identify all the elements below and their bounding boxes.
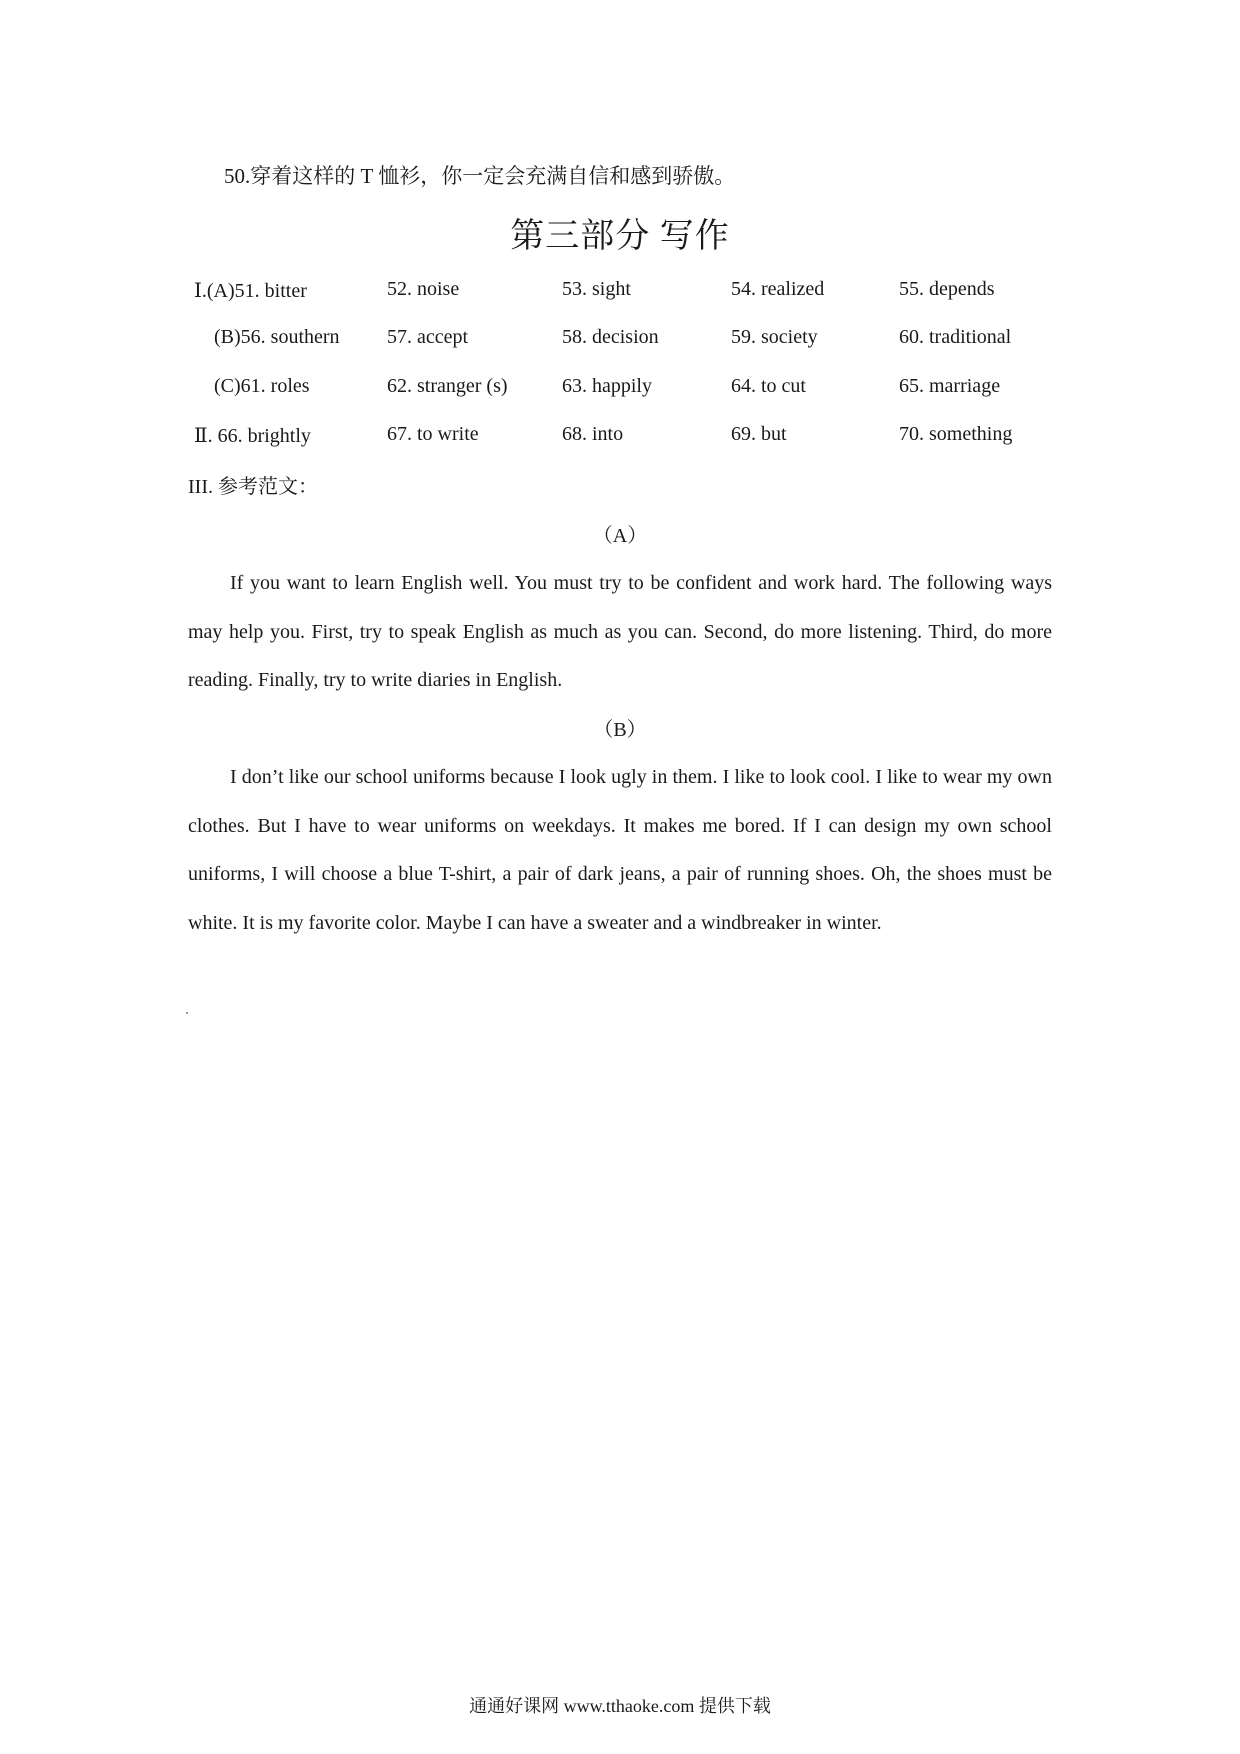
answer-51: Ⅰ.(A)51. bitter <box>194 280 307 302</box>
answer-row-a <box>0 278 1240 308</box>
question-50-text: 50.穿着这样的 T 恤衫，你一定会充满自信和感到骄傲。 <box>224 164 736 188</box>
section-title: 第三部分 写作 <box>510 218 730 255</box>
answer-59: 59. society <box>731 326 818 348</box>
answer-54: 54. realized <box>731 278 825 300</box>
answer-66: Ⅱ. 66. brightly <box>194 425 311 447</box>
answer-60: 60. traditional <box>899 326 1012 348</box>
answer-55: 55. depends <box>899 278 995 300</box>
essay-b-text: I don’t like our school uniforms because I look ugly in them. I like to look cool. I like to wear my own clothes. But I have to wear uniforms on weekdays. It makes me bored. If I can design my own school uniforms, I will choose a blue T-shirt, a pair of dark jeans, a pair of running shoes. Oh, the shoes must be white. It is my favorite color. Maybe I can have a sweater and a windbreaker in winter. <box>188 766 1052 934</box>
answer-52: 52. noise <box>387 278 460 300</box>
answer-68: 68. into <box>562 423 624 445</box>
answer-63: 63. happily <box>562 375 652 397</box>
essay-a-heading: （A） <box>592 525 648 547</box>
answer-row-c <box>0 375 1240 405</box>
answer-64: 64. to cut <box>731 375 806 397</box>
answer-65: 65. marriage <box>899 375 1001 397</box>
answer-67: 67. to write <box>387 423 479 445</box>
answer-56: (B)56. southern <box>214 326 340 348</box>
answer-57: 57. accept <box>387 326 469 348</box>
essay-b-heading: （B） <box>593 719 647 741</box>
answer-61: (C)61. roles <box>214 375 310 397</box>
answer-53: 53. sight <box>562 278 631 300</box>
answer-62: 62. stranger (s) <box>387 375 508 397</box>
answer-row-ii <box>0 423 1240 453</box>
answer-58: 58. decision <box>562 326 659 348</box>
part3-label: III. 参考范文： <box>188 476 318 498</box>
footer-download-note: 通通好课网 www.tthaoke.com 提供下载 <box>469 1696 771 1716</box>
answer-row-b <box>0 326 1240 356</box>
answer-69: 69. but <box>731 423 787 445</box>
scan-speck <box>186 1012 188 1014</box>
answer-70: 70. something <box>899 423 1013 445</box>
essay-a-text: If you want to learn English well. You must try to be confident and work hard. The following ways may help you. First, try to speak English as much as you can. Second, do more listening. Third, do more reading. Finally, try to write diaries in English. <box>188 572 1052 691</box>
